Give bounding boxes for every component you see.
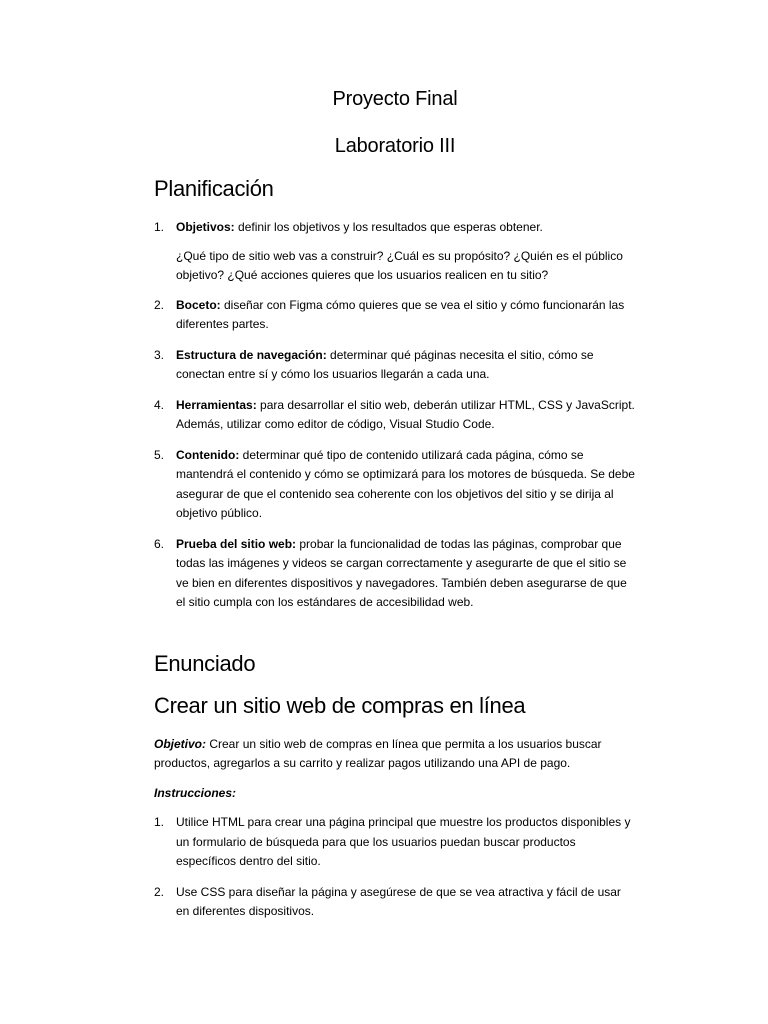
list-item-label: Boceto: [176,297,221,312]
objetivos-questions: ¿Qué tipo de sitio web vas a construir? ¿Cuál es su propósito? ¿Quién es el público objetivo? ¿Qué acciones quieres que los usuarios realicen en tu sitio? [176,248,623,282]
objetivo-text: Crear un sitio web de compras en línea que permita a los usuarios buscar productos, agregarlos a su carrito y realizar pagos utilizando una API de pago. [154,736,602,770]
instrucciones-label [154,784,636,804]
list-item [154,535,636,613]
list-number: 5. [154,447,165,462]
list-item-text: diseñar con Figma cómo quieres que se vea el sitio y cómo funcionarán las diferentes partes. [176,297,625,331]
section-heading-enunciado: Enunciado [154,650,256,676]
list-item [154,883,636,922]
list-item-text: determinar qué páginas necesita el sitio, cómo se conectan entre sí y cómo los usuarios llegarán a cada una. [176,347,594,381]
list-item [154,296,636,335]
document-content [154,84,636,933]
objetivo-label: Objetivo: [154,736,207,751]
list-item-label: Objetivos: [176,220,235,234]
list-number: 1. [154,220,165,234]
list-item-label: Herramientas: [176,397,257,412]
list-number: 1. [154,815,165,829]
list-item [154,346,636,385]
document-title: Proyecto Final [332,88,458,110]
document-subtitle: Laboratorio III [334,135,456,157]
list-number: 6. [154,536,165,551]
instrucciones-list [154,813,636,922]
list-item [154,396,636,435]
instrucciones-label-text: Instrucciones: [154,785,237,800]
planificacion-list [154,218,636,613]
list-item [154,446,636,524]
list-item-label: Contenido: [176,447,240,462]
list-number: 2. [154,297,165,312]
list-number: 3. [154,347,165,362]
list-item-text: probar la funcionalidad de todas las páginas, comprobar que todas las imágenes y videos se cargan correctamente y asegurarte de que el sitio se ve bien en diferentes dispositivos y navegadores. También deben asegurarse de que el sitio cumpla con los estándares de accesibilidad web. [176,536,627,609]
objetivo-paragraph [154,735,636,774]
list-item-label: Estructura de navegación: [176,347,327,362]
list-item-text: determinar qué tipo de contenido utilizará cada página, cómo se mantendrá el contenido y cómo se optimizará para los motores de búsqueda. Se debe asegurar de que el contenido sea coherente con los objetivos del sitio y se dirija al objetivo público. [176,447,635,520]
list-item-text: Utilice HTML para crear una página principal que muestre los productos disponibles y un formulario de búsqueda para que los usuarios puedan buscar productos específicos dentro del sitio. [176,815,631,868]
list-item-label: Prueba del sitio web: [176,536,297,551]
list-item [154,813,636,872]
list-item [154,218,636,238]
section-heading-planificacion: Planificación [154,176,274,201]
list-item-text: Use CSS para diseñar la página y asegúrese de que se vea atractiva y fácil de usar en diferentes dispositivos. [176,884,621,918]
list-item-text: para desarrollar el sitio web, deberán utilizar HTML, CSS y JavaScript. Además, utilizar como editor de código, Visual Studio Code. [176,397,635,431]
list-item-text: definir los objetivos y los resultados que esperas obtener. [234,220,543,234]
section-heading-crear-sitio: Crear un sitio web de compras en línea [154,692,526,718]
list-number: 4. [154,397,165,412]
list-number: 2. [154,884,165,899]
